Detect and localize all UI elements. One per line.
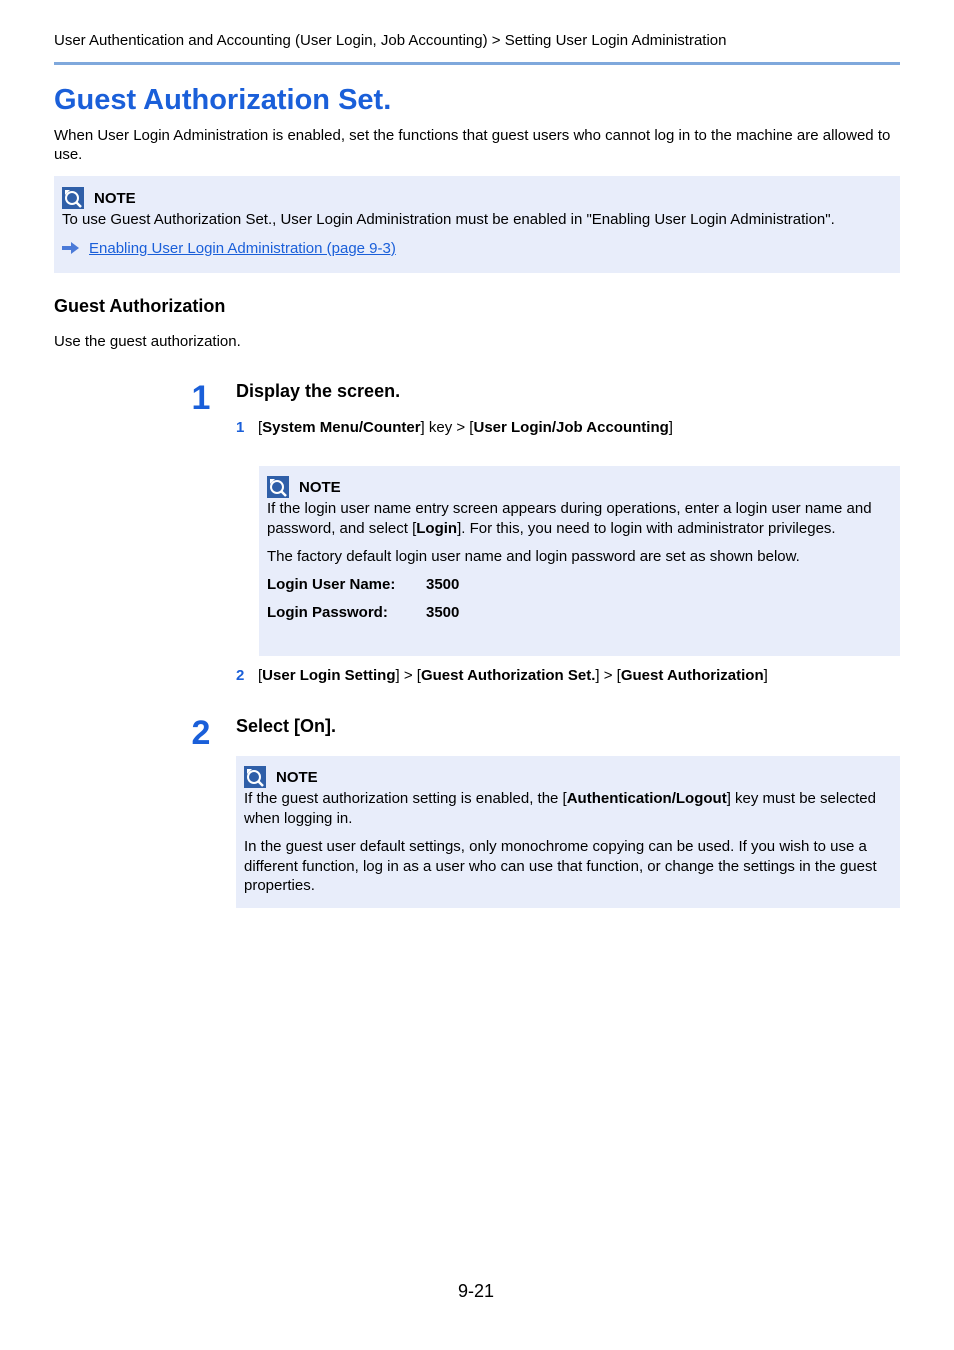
note-header [244,765,892,789]
enabling-login-link[interactable]: Enabling User Login Administration (page 9-3) [89,239,396,257]
note-header [267,475,892,499]
note-text: If the login user name entry screen appears during operations, enter a login user name and password, and select [Login]. For this, you need to login with administrator privileges. [267,500,872,537]
note-header [62,186,892,210]
reference-link-row [62,240,892,257]
intro-text: When User Login Administration is enabled, set the functions that guest users who cannot log in to the machine are allowed to use. [54,127,891,163]
step-number: 2 [191,714,211,752]
substep [236,419,673,436]
section-heading: Guest Authorization [54,296,226,316]
step-number: 1 [191,379,211,417]
note-text: To use Guest Authorization Set., User Login Administration must be enabled in "Enabling User Login Administration". [62,211,835,228]
substep-text: [System Menu/Counter] key > [User Login/Job Accounting] [258,419,673,436]
note-icon [267,476,289,498]
page-title: Guest Authorization Set. [54,84,392,116]
step-title: Select [On]. [236,716,337,736]
arrow-icon [62,242,80,254]
note-icon [62,187,84,209]
header-rule [54,62,900,65]
substep-number: 2 [236,667,245,684]
note-label: NOTE [276,768,318,786]
note-label: NOTE [94,189,136,207]
credential-label: Login Password: [267,603,388,621]
note-text: In the guest user default settings, only monochrome copying can be used. If you wish to use a different function, log in as a user who can use that function, or change the settings in the guest properties. [244,838,877,894]
credential-row [267,603,892,623]
step-title: Display the screen. [236,381,401,401]
substep-text: [User Login Setting] > [Guest Authorization Set.] > [Guest Authorization] [258,667,768,684]
credential-row [267,575,892,595]
note-box [54,176,900,273]
page-number: 9-21 [458,1281,495,1301]
credential-value: 3500 [426,603,460,621]
section-text: Use the guest authorization. [54,333,241,350]
substep-number: 1 [236,419,245,436]
credential-label: Login User Name: [267,575,396,593]
substep [236,667,768,684]
note-label: NOTE [299,478,341,496]
breadcrumb: User Authentication and Accounting (User Login, Job Accounting) > Setting User Login Administration [54,32,727,49]
note-text: If the guest authorization setting is enabled, the [Authentication/Logout] key must be selected when logging in. [244,790,876,827]
note-text: The factory default login user name and login password are set as shown below. [267,548,800,565]
note-box [259,466,900,656]
credential-value: 3500 [426,575,460,593]
note-icon [244,766,266,788]
note-box [236,756,900,908]
